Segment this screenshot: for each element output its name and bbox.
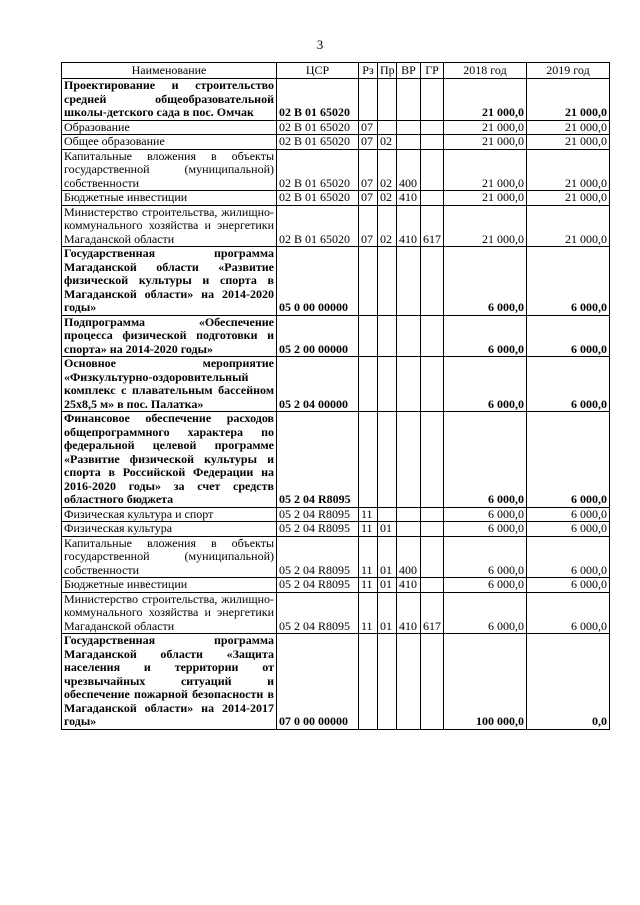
row-csr-cell: 05 2 04 R8095	[277, 592, 359, 634]
row-2019-cell: 21 000,0	[527, 205, 610, 247]
row-gr-cell	[421, 79, 444, 121]
row-pr-cell	[378, 634, 397, 730]
row-csr-cell: 02 В 01 65020	[277, 149, 359, 191]
table-row	[62, 536, 610, 578]
row-vr-cell: 400	[397, 536, 421, 578]
row-2018-cell: 6 000,0	[444, 507, 527, 522]
column-header-pr: Пр	[378, 63, 397, 79]
table-row	[62, 205, 610, 247]
row-vr-cell	[397, 412, 421, 508]
table-row	[62, 191, 610, 206]
row-csr-cell: 05 2 00 00000	[277, 315, 359, 357]
column-header-gr: ГР	[421, 63, 444, 79]
row-2018-cell: 6 000,0	[444, 592, 527, 634]
row-2019-cell: 21 000,0	[527, 135, 610, 150]
column-header-2019: 2019 год	[527, 63, 610, 79]
row-csr-cell: 05 2 04 R8095	[277, 507, 359, 522]
row-gr-cell	[421, 578, 444, 593]
row-pr-cell: 02	[378, 205, 397, 247]
table-row	[62, 120, 610, 135]
row-vr-cell: 400	[397, 149, 421, 191]
row-rz-cell: 07	[359, 191, 378, 206]
row-gr-cell	[421, 135, 444, 150]
row-csr-cell: 02 В 01 65020	[277, 135, 359, 150]
row-rz-cell	[359, 315, 378, 357]
row-rz-cell: 11	[359, 536, 378, 578]
row-vr-cell: 410	[397, 578, 421, 593]
row-rz-cell: 07	[359, 205, 378, 247]
table-row	[62, 634, 610, 730]
row-name-cell: Физическая культура	[62, 522, 277, 537]
row-rz-cell	[359, 634, 378, 730]
row-gr-cell	[421, 149, 444, 191]
row-2019-cell: 21 000,0	[527, 120, 610, 135]
row-2019-cell: 21 000,0	[527, 149, 610, 191]
row-csr-cell: 02 В 01 65020	[277, 205, 359, 247]
row-rz-cell: 11	[359, 522, 378, 537]
table-row	[62, 412, 610, 508]
column-header-2018: 2018 год	[444, 63, 527, 79]
row-2019-cell: 6 000,0	[527, 536, 610, 578]
row-csr-cell: 05 2 04 R8095	[277, 536, 359, 578]
row-pr-cell: 01	[378, 536, 397, 578]
row-csr-cell: 05 0 00 00000	[277, 247, 359, 316]
row-rz-cell: 07	[359, 120, 378, 135]
row-2019-cell: 6 000,0	[527, 507, 610, 522]
row-csr-cell: 05 2 04 R8095	[277, 522, 359, 537]
row-gr-cell	[421, 120, 444, 135]
row-vr-cell: 410	[397, 205, 421, 247]
row-pr-cell	[378, 247, 397, 316]
row-name-cell: Капитальные вложения в объекты государственной (муниципальной) собственности	[62, 536, 277, 578]
row-vr-cell	[397, 507, 421, 522]
table-row	[62, 507, 610, 522]
row-gr-cell	[421, 357, 444, 412]
row-pr-cell	[378, 79, 397, 121]
table-row	[62, 357, 610, 412]
column-header-csr: ЦСР	[277, 63, 359, 79]
row-2019-cell: 21 000,0	[527, 79, 610, 121]
table-row	[62, 79, 610, 121]
row-2018-cell: 6 000,0	[444, 357, 527, 412]
row-2019-cell: 6 000,0	[527, 357, 610, 412]
row-pr-cell	[378, 120, 397, 135]
row-2018-cell: 21 000,0	[444, 120, 527, 135]
row-2018-cell: 6 000,0	[444, 578, 527, 593]
table-row	[62, 578, 610, 593]
table-row	[62, 149, 610, 191]
row-pr-cell	[378, 412, 397, 508]
row-rz-cell	[359, 79, 378, 121]
table-header-row	[62, 63, 610, 79]
table-row	[62, 522, 610, 537]
row-name-cell: Бюджетные инвестиции	[62, 191, 277, 206]
row-2018-cell: 6 000,0	[444, 536, 527, 578]
row-gr-cell	[421, 634, 444, 730]
row-csr-cell: 02 В 01 65020	[277, 120, 359, 135]
row-name-cell: Финансовое обеспечение расходов общепрограммного характера по федеральной целевой программе «Развитие физической культуры и спорта в Российской Федерации на 2016-2020 годы» за счет средств областного бюджета	[62, 412, 277, 508]
budget-table	[61, 62, 610, 730]
row-name-cell: Подпрограмма «Обеспечение процесса физической подготовки и спорта» на 2014-2020 годы»	[62, 315, 277, 357]
row-rz-cell	[359, 357, 378, 412]
row-csr-cell: 02 В 01 65020	[277, 79, 359, 121]
row-vr-cell: 410	[397, 191, 421, 206]
row-2018-cell: 6 000,0	[444, 315, 527, 357]
row-gr-cell: 617	[421, 205, 444, 247]
row-gr-cell	[421, 522, 444, 537]
table-row	[62, 247, 610, 316]
row-vr-cell	[397, 522, 421, 537]
row-pr-cell: 01	[378, 578, 397, 593]
row-2018-cell: 6 000,0	[444, 247, 527, 316]
row-vr-cell	[397, 315, 421, 357]
row-gr-cell	[421, 315, 444, 357]
row-rz-cell: 11	[359, 592, 378, 634]
row-vr-cell	[397, 247, 421, 316]
row-vr-cell	[397, 634, 421, 730]
row-pr-cell	[378, 315, 397, 357]
row-name-cell: Проектирование и строительство средней общеобразовательной школы-детского сада в пос. Омчак	[62, 79, 277, 121]
row-name-cell: Министерство строительства, жилищно-коммунального хозяйства и энергетики Магаданской области	[62, 592, 277, 634]
row-pr-cell: 02	[378, 149, 397, 191]
row-vr-cell	[397, 135, 421, 150]
row-rz-cell: 07	[359, 135, 378, 150]
row-2019-cell: 6 000,0	[527, 315, 610, 357]
row-2019-cell: 6 000,0	[527, 578, 610, 593]
row-name-cell: Образование	[62, 120, 277, 135]
row-name-cell: Физическая культура и спорт	[62, 507, 277, 522]
row-pr-cell	[378, 507, 397, 522]
row-2019-cell: 21 000,0	[527, 191, 610, 206]
row-name-cell: Основное мероприятие «Физкультурно-оздоровительный комплекс с плавательным бассейном 25х8,5 м» в пос. Палатка»	[62, 357, 277, 412]
row-gr-cell: 617	[421, 592, 444, 634]
row-csr-cell: 05 2 04 00000	[277, 357, 359, 412]
row-2018-cell: 21 000,0	[444, 191, 527, 206]
row-2019-cell: 6 000,0	[527, 592, 610, 634]
row-2019-cell: 0,0	[527, 634, 610, 730]
table-row	[62, 592, 610, 634]
row-name-cell: Государственная программа Магаданской области «Развитие физической культуры и спорта в Магаданской области» на 2014-2020 годы»	[62, 247, 277, 316]
row-2018-cell: 21 000,0	[444, 149, 527, 191]
row-2018-cell: 21 000,0	[444, 135, 527, 150]
row-pr-cell: 02	[378, 191, 397, 206]
table-row	[62, 315, 610, 357]
row-gr-cell	[421, 507, 444, 522]
row-csr-cell: 02 В 01 65020	[277, 191, 359, 206]
table-row	[62, 135, 610, 150]
row-vr-cell: 410	[397, 592, 421, 634]
row-pr-cell	[378, 357, 397, 412]
row-gr-cell	[421, 191, 444, 206]
row-name-cell: Бюджетные инвестиции	[62, 578, 277, 593]
row-gr-cell	[421, 247, 444, 316]
row-name-cell: Капитальные вложения в объекты государственной (муниципальной) собственности	[62, 149, 277, 191]
row-csr-cell: 07 0 00 00000	[277, 634, 359, 730]
page-number: 3	[316, 37, 324, 52]
row-gr-cell	[421, 412, 444, 508]
row-csr-cell: 05 2 04 R8095	[277, 578, 359, 593]
row-pr-cell: 01	[378, 592, 397, 634]
row-vr-cell	[397, 120, 421, 135]
row-2018-cell: 21 000,0	[444, 205, 527, 247]
row-rz-cell	[359, 247, 378, 316]
column-header-name: Наименование	[62, 63, 277, 79]
row-pr-cell: 02	[378, 135, 397, 150]
row-vr-cell	[397, 357, 421, 412]
row-rz-cell: 11	[359, 578, 378, 593]
column-header-vr: ВР	[397, 63, 421, 79]
row-2018-cell: 6 000,0	[444, 412, 527, 508]
row-2019-cell: 6 000,0	[527, 247, 610, 316]
row-2018-cell: 6 000,0	[444, 522, 527, 537]
row-name-cell: Государственная программа Магаданской области «Защита населения и территории от чрезвычайных ситуаций и обеспечение пожарной безопасности в Магаданской области» на 2014-2017 годы»	[62, 634, 277, 730]
row-name-cell: Общее образование	[62, 135, 277, 150]
row-2018-cell: 21 000,0	[444, 79, 527, 121]
row-rz-cell	[359, 412, 378, 508]
row-gr-cell	[421, 536, 444, 578]
row-2018-cell: 100 000,0	[444, 634, 527, 730]
row-vr-cell	[397, 79, 421, 121]
row-2019-cell: 6 000,0	[527, 412, 610, 508]
row-2019-cell: 6 000,0	[527, 522, 610, 537]
row-rz-cell: 07	[359, 149, 378, 191]
column-header-rz: Рз	[359, 63, 378, 79]
row-rz-cell: 11	[359, 507, 378, 522]
row-name-cell: Министерство строительства, жилищно-коммунального хозяйства и энергетики Магаданской области	[62, 205, 277, 247]
row-pr-cell: 01	[378, 522, 397, 537]
row-csr-cell: 05 2 04 R8095	[277, 412, 359, 508]
